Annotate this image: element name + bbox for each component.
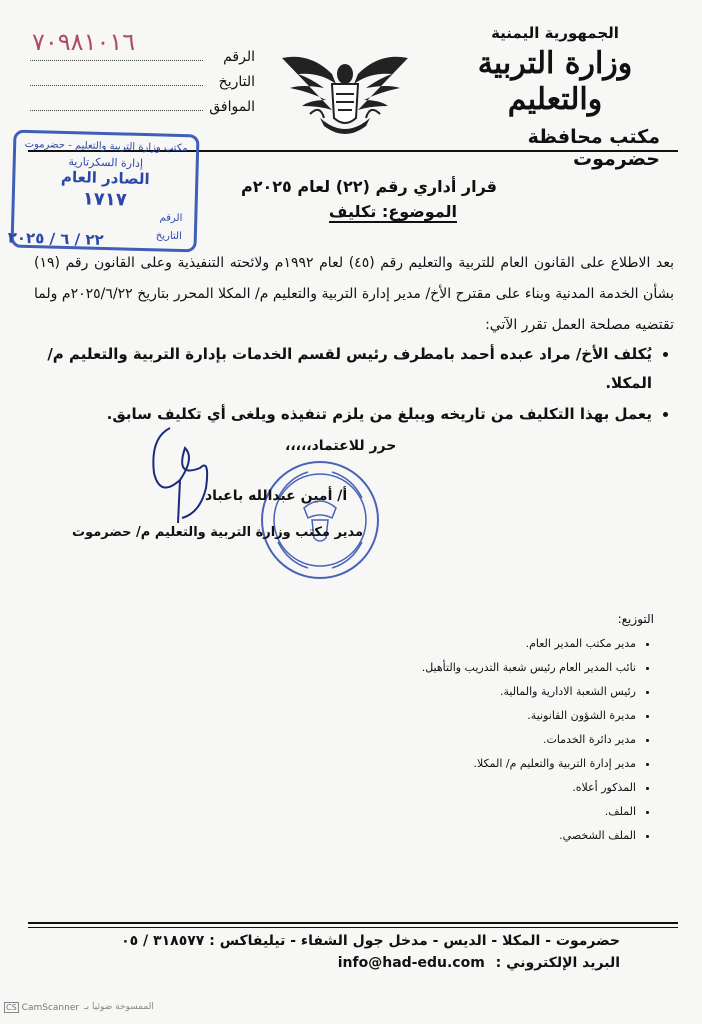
corresponding-dots [30,110,203,111]
stamp-number: ١٧١٧ [82,188,128,211]
decision-subject: الموضوع: تكليف [328,202,457,221]
email-label: البريد الإلكتروني : [495,955,620,971]
letterhead [450,24,660,170]
signatory-title: مدير مكتب وزارة التربية والتعليم م/ حضرموت [72,525,364,540]
document-meta [30,28,255,115]
scanner-watermark [0,1002,79,1013]
eagle-emblem-icon [280,44,410,144]
number-dots [30,60,203,61]
distribution-item: • المذكور أعلاه. [236,776,636,800]
footer-divider [28,922,678,924]
distribution-item: • مديرة الشؤون القانونية. [236,704,636,728]
distribution-item: • مدير إدارة التربية والتعليم م/ المكلا. [236,752,636,776]
distribution-item: • الملف الشخصي. [236,824,636,848]
stamp-title: الصادر العام [60,167,150,189]
stamp-org: مكتب وزارة التربية والتعليم - حضرموت [24,138,188,155]
date-label: التاريخ [218,74,255,90]
distribution-item: • الملف. [236,800,636,824]
stamp-dept: إدارة السكرتارية [68,155,144,170]
country-name: الجمهورية اليمنية [491,24,619,42]
decision-title [241,177,497,221]
decision-number: قرار أداري رقم (٢٢) لعام ٢٠٢٥م [241,177,497,196]
meta-corresponding-row [30,90,255,115]
official-round-stamp [258,458,382,582]
ministry-name: وزارة التربية والتعليم [477,46,633,117]
office-name: مكتب محافظة حضرموت [527,126,660,170]
body-paragraph: بعد الاطلاع على القانون العام للتربية والتعليم رقم (٤٥) لعام ١٩٩٢م ولائحته التنفيذية وعلى القانون رقم (١٩) بشأن الخدمة المدنية وبناء على مقترح الأخ/ مدير إدارة التربية والتعليم م/ المكلا المحرر بتاريخ ٢٠٢٥/٦/٢٢م ولما تقتضيه مصلحة العمل تقرر الآتي: [34,255,674,333]
distribution-heading: التوزيع: [617,612,654,626]
number-label: الرقم [223,49,255,65]
distribution-item: • مدير مكتب المدير العام. [236,632,636,656]
distribution-item: • رئيس الشعبة الادارية والمالية. [236,680,636,704]
registry-stamp [7,130,199,253]
handwritten-number: ٧٠٩٨١٠١٦ [32,28,136,56]
corresponding-label: الموافق [209,99,255,115]
decision-item: • يعمل بهذا التكليف من تاريخه ويبلغ من يلزم تنفيذه ويلغى أي تكليف سابق. [12,400,652,429]
footer-divider-thin [28,927,678,928]
stamp-date-label: التاريخ [155,230,182,243]
signatory-name: أ/ أمين عبدالله باعباد [205,488,348,504]
distribution-list [236,632,654,848]
footer-email-row [338,955,620,971]
distribution-item: • نائب المدير العام رئيس شعبة التدريب والتأهيل. [236,656,636,680]
stamp-number-label: الرقم [159,212,183,225]
meta-number-row [30,28,255,65]
handwritten-signature [140,418,220,528]
stamp-date: ٢٢ / ٦ / ٢٠٢٥ [7,228,104,249]
footer-address: حضرموت - المكلا - الديس - مدخل جول الشفاء - تيليفاكس : ٣١٨٥٧٧ / ٠٥ [121,933,620,949]
meta-date-row [30,65,255,90]
camscanner-logo-icon: CS [6,1003,17,1012]
approval-line: حرر للاعتماد،،،،، [285,438,397,454]
scanner-app-name: CamScanner [21,1003,80,1013]
email-link[interactable]: info@had-edu.com [337,955,485,971]
decision-items [12,340,674,431]
decision-item: • يُكلف الأخ/ مراد عبده أحمد بامطرف رئيس لقسم الخدمات بإدارة التربية والتعليم م/ المكلا. [12,340,652,398]
scanner-note: الممسوحة ضوئيا بـ [84,1002,154,1012]
date-dots [30,85,203,86]
distribution-item: • مدير دائرة الخدمات. [236,728,636,752]
